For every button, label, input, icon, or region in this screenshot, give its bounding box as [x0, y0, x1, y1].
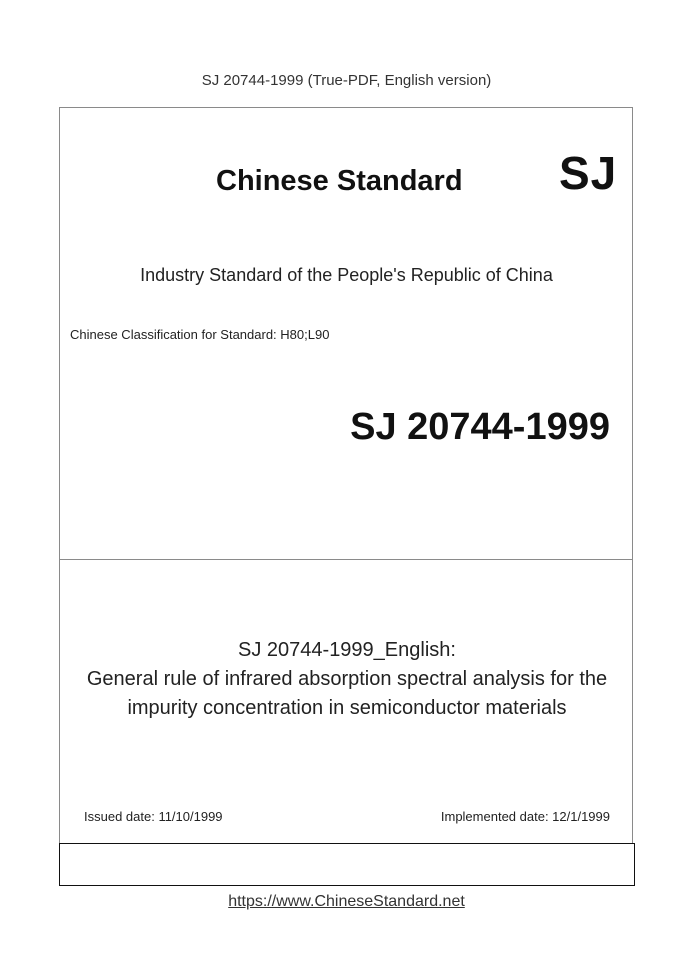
title-line-1: SJ 20744-1999_English:	[238, 639, 456, 661]
standard-number: SJ 20744-1999	[350, 406, 610, 448]
page-header: SJ 20744-1999 (True-PDF, English version)	[201, 72, 492, 89]
document-title	[59, 636, 635, 723]
title-line-2: General rule of infrared absorption spectral analysis for the	[86, 668, 608, 690]
cover-bottom-box	[59, 843, 635, 886]
title-line-3: impurity concentration in semiconductor materials	[127, 697, 567, 719]
classification-line: Chinese Classification for Standard: H80;L90	[70, 327, 330, 342]
standard-code-badge: SJ	[559, 147, 618, 199]
implemented-date: Implemented date: 12/1/1999	[440, 809, 610, 824]
issued-date: Issued date: 11/10/1999	[84, 809, 223, 824]
footer	[0, 893, 693, 911]
doc-type-title: Chinese Standard	[216, 165, 463, 197]
issuing-organization: Industry Standard of the People's Republic of China	[140, 265, 553, 285]
website-link[interactable]: https://www.ChineseStandard.net	[228, 893, 465, 910]
